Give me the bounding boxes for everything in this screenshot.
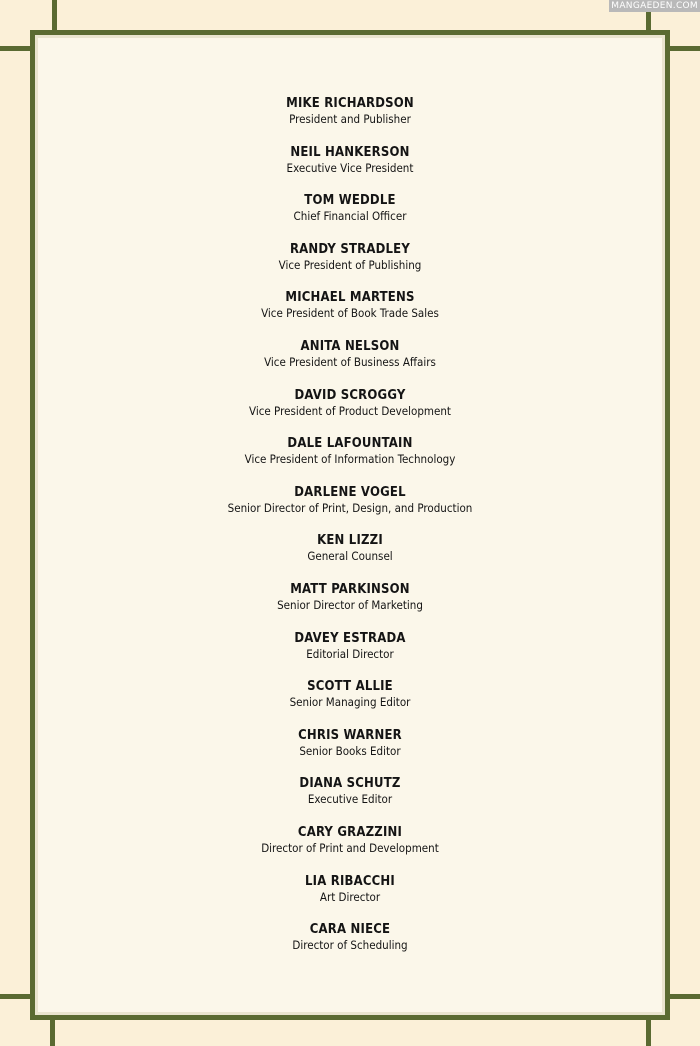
staff-entry xyxy=(38,727,662,776)
staff-title: Senior Books Editor xyxy=(299,743,401,758)
staff-title: Vice President of Information Technology xyxy=(244,452,456,467)
staff-entry xyxy=(38,435,662,484)
staff-entry xyxy=(38,484,662,533)
watermark: MANGAEDEN.COM xyxy=(611,1,698,11)
staff-name: MIKE RICHARDSON xyxy=(286,96,414,111)
staff-name: NEIL HANKERSON xyxy=(290,144,410,160)
staff-name: ANITA NELSON xyxy=(300,338,400,354)
frame-rail-left-lower xyxy=(0,994,30,999)
staff-entry xyxy=(38,921,662,970)
staff-name: DALE LAFOUNTAIN xyxy=(287,436,413,452)
staff-title: Vice President of Book Trade Sales xyxy=(261,306,439,321)
staff-name: CHRIS WARNER xyxy=(298,727,402,743)
staff-title: President and Publisher xyxy=(289,112,411,126)
staff-entry xyxy=(38,338,662,387)
frame-rail-right-lower xyxy=(670,994,700,999)
staff-entry xyxy=(38,873,662,922)
staff-entry xyxy=(38,95,662,144)
staff-name: MATT PARKINSON xyxy=(290,581,410,597)
staff-entry xyxy=(38,775,662,824)
staff-entry xyxy=(38,289,662,338)
staff-title: Vice President of Business Affairs xyxy=(264,354,436,369)
staff-title: Senior Managing Editor xyxy=(289,695,411,710)
staff-entry xyxy=(38,630,662,679)
staff-entry xyxy=(38,678,662,727)
staff-title: Vice President of Publishing xyxy=(278,257,422,272)
staff-name: RANDY STRADLEY xyxy=(289,241,411,257)
staff-entry xyxy=(38,387,662,436)
staff-title: Art Director xyxy=(319,889,381,904)
staff-name: DIANA SCHUTZ xyxy=(299,776,401,792)
staff-entry xyxy=(38,192,662,241)
staff-name: TOM WEDDLE xyxy=(304,193,396,209)
staff-title: Senior Director of Print, Design, and Production xyxy=(227,500,473,515)
staff-name: KEN LIZZI xyxy=(317,533,383,549)
frame-rail-left-top xyxy=(52,0,57,30)
staff-title: Senior Director of Marketing xyxy=(277,597,423,612)
staff-entry xyxy=(38,581,662,630)
staff-name: SCOTT ALLIE xyxy=(307,679,393,695)
staff-name: DAVEY ESTRADA xyxy=(294,630,406,646)
staff-entry xyxy=(38,241,662,290)
staff-entry xyxy=(38,144,662,193)
staff-title: General Counsel xyxy=(307,549,393,564)
staff-title: Chief Financial Officer xyxy=(293,209,407,224)
staff-title: Executive Editor xyxy=(307,792,393,807)
frame-rail-right-upper xyxy=(670,46,700,51)
staff-name: DAVID SCROGGY xyxy=(294,387,406,403)
staff-name: MICHAEL MARTENS xyxy=(285,290,415,306)
staff-name: DARLENE VOGEL xyxy=(294,484,406,500)
staff-name: LIA RIBACCHI xyxy=(305,873,395,889)
staff-title: Director of Print and Development xyxy=(261,840,439,855)
staff-title: Editorial Director xyxy=(306,646,394,661)
staff-title: Director of Scheduling xyxy=(292,938,408,953)
staff-title: Executive Vice President xyxy=(286,160,414,175)
staff-entry xyxy=(38,532,662,581)
frame-rail-left-bottom xyxy=(50,1020,55,1046)
frame-rail-right-bottom xyxy=(646,1020,651,1046)
staff-entry xyxy=(38,824,662,873)
staff-name: CARY GRAZZINI xyxy=(297,824,403,840)
frame-rail-left-upper xyxy=(0,46,30,51)
staff-name: CARA NIECE xyxy=(309,922,391,938)
staff-title: Vice President of Product Development xyxy=(249,403,451,418)
staff-list xyxy=(38,95,662,970)
